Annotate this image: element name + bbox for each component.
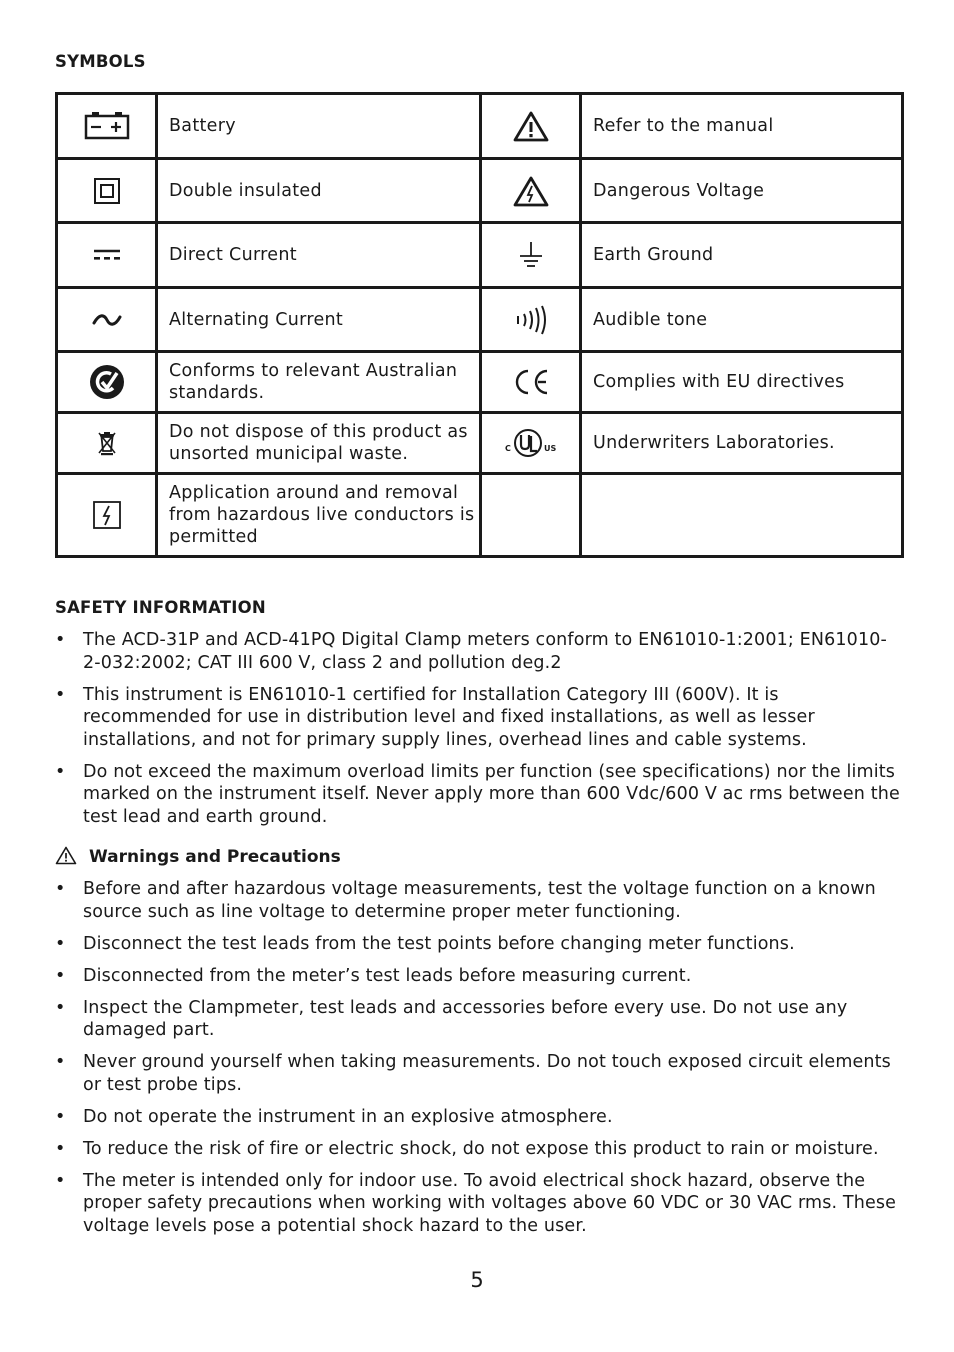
list-item: • Before and after hazardous voltage measurements, test the voltage function on a known source such as line voltage to determine proper meter functioning. bbox=[55, 878, 905, 923]
symbol-label: Application around and removal from hazardous live conductors is permitted bbox=[157, 474, 481, 557]
warnings-heading bbox=[55, 846, 341, 867]
table-row bbox=[57, 352, 903, 413]
empty-icon-cell bbox=[481, 474, 581, 557]
list-item: • Do not exceed the maximum overload limits per function (see specifications) nor the limits marked on the instrument itself. Never apply more than 600 Vdc/600 V ac rms between the test lead and earth ground. bbox=[55, 761, 905, 829]
symbol-label: Conforms to relevant Australian standards. bbox=[157, 352, 481, 413]
symbol-label: Battery bbox=[157, 94, 481, 159]
battery-icon bbox=[57, 94, 157, 159]
empty-label-cell bbox=[581, 474, 903, 557]
list-item: • This instrument is EN61010-1 certified for Installation Category III (600V). It is recommended for use in distribution level and fixed installations, as well as lesser installations, and not for primary supply lines, overhead lines and cable systems. bbox=[55, 684, 905, 752]
symbols-heading: SYMBOLS bbox=[55, 52, 146, 71]
page-number: 5 bbox=[470, 1268, 484, 1292]
table-row bbox=[57, 288, 903, 352]
symbols-table bbox=[55, 92, 904, 558]
list-item: • The ACD-31P and ACD-41PQ Digital Clamp meters conform to EN61010-1:2001; EN61010- 2-032:2002; CAT III 600 V, class 2 and pollution deg.2 bbox=[55, 629, 905, 674]
table-row bbox=[57, 223, 903, 288]
alternating-current-icon bbox=[57, 288, 157, 352]
list-item: • To reduce the risk of fire or electric shock, do not expose this product to rain or moisture. bbox=[55, 1138, 905, 1161]
symbol-label: Audible tone bbox=[581, 288, 903, 352]
table-row bbox=[57, 474, 903, 557]
symbol-label: Refer to the manual bbox=[581, 94, 903, 159]
ul-mark-right: US bbox=[543, 444, 556, 453]
ul-mark-left: C bbox=[504, 444, 511, 453]
table-row bbox=[57, 413, 903, 474]
c-tick-icon bbox=[57, 352, 157, 413]
symbol-label: Dangerous Voltage bbox=[581, 159, 903, 223]
direct-current-icon bbox=[57, 223, 157, 288]
safety-list bbox=[55, 629, 905, 838]
live-conductor-icon bbox=[57, 474, 157, 557]
earth-ground-icon bbox=[481, 223, 581, 288]
double-insulated-icon bbox=[57, 159, 157, 223]
list-item: • The meter is intended only for indoor use. To avoid electrical shock hazard, observe the proper safety precautions when working with voltages above 60 VDC or 30 VAC rms. These voltage levels pose a potential shock hazard to the user. bbox=[55, 1170, 905, 1238]
dangerous-voltage-icon bbox=[481, 159, 581, 223]
safety-heading: SAFETY INFORMATION bbox=[55, 598, 266, 617]
symbol-label: Complies with EU directives bbox=[581, 352, 903, 413]
symbol-label: Earth Ground bbox=[581, 223, 903, 288]
list-item: • Disconnected from the meter’s test leads before measuring current. bbox=[55, 965, 905, 988]
audible-tone-icon bbox=[481, 288, 581, 352]
warnings-heading-text: Warnings and Precautions bbox=[89, 847, 341, 867]
table-row bbox=[57, 159, 903, 223]
table-row bbox=[57, 94, 903, 159]
list-item: • Never ground yourself when taking measurements. Do not touch exposed circuit elements or test probe tips. bbox=[55, 1051, 905, 1096]
list-item: • Do not operate the instrument in an explosive atmosphere. bbox=[55, 1106, 905, 1129]
list-item: • Disconnect the test leads from the test points before changing meter functions. bbox=[55, 933, 905, 956]
ce-mark-icon bbox=[481, 352, 581, 413]
symbol-label: Do not dispose of this product as unsorted municipal waste. bbox=[157, 413, 481, 474]
ul-mark-icon bbox=[481, 413, 581, 474]
symbol-label: Underwriters Laboratories. bbox=[581, 413, 903, 474]
warning-triangle-icon bbox=[481, 94, 581, 159]
symbol-label: Double insulated bbox=[157, 159, 481, 223]
symbol-label: Direct Current bbox=[157, 223, 481, 288]
weee-bin-icon bbox=[57, 413, 157, 474]
warning-triangle-icon bbox=[55, 846, 77, 865]
symbol-label: Alternating Current bbox=[157, 288, 481, 352]
list-item: • Inspect the Clampmeter, test leads and accessories before every use. Do not use any damaged part. bbox=[55, 997, 905, 1042]
warnings-list bbox=[55, 878, 905, 1247]
